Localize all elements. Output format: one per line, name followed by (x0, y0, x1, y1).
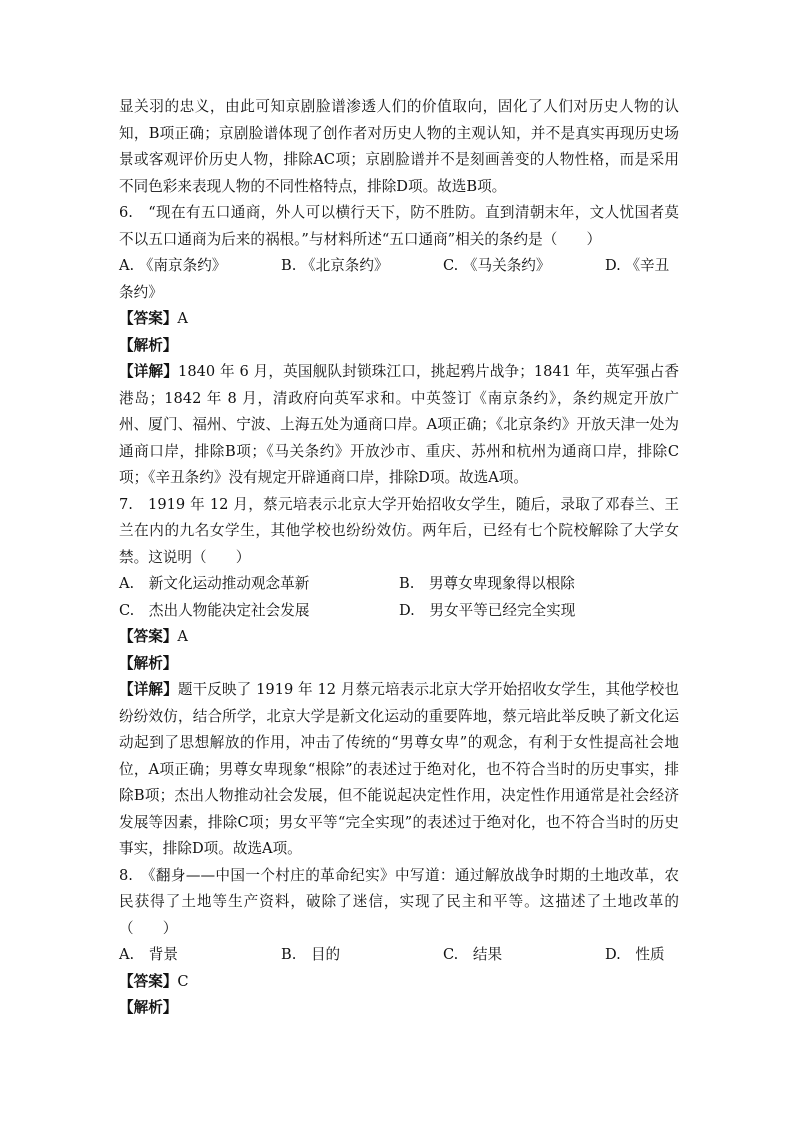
answer-label: 【答案】 (119, 972, 178, 990)
detail-text: 题干反映了 1919 年 12 月蔡元培表示北京大学开始招收女学生，其他学校也纷纷效仿，结合所学，北京大学是新文化运动的重要阵地，蔡元培此举反映了新文化运动起到了思想解放的作用，冲击了传统的“男尊女卑”的观念，有利于女性提高社会地位，A项正确；男尊女卑现象“根除”的表述过于绝对化，也不符合当时的历史事实，排除B项；杰出人物推动社会发展，但不能说起决定性作用，决定性作用通常是社会经济发展等因素，排除C项；男女平等“完全实现”的表述过于绝对化，也不符合当时的历史事实，排除D项。故选A项。 (119, 681, 679, 857)
question-6-option-d: D. 《辛丑 (605, 257, 670, 274)
answer-value: A (177, 310, 188, 327)
question-7-answer (119, 624, 679, 651)
question-7-option-d: D. 男女平等已经完全实现 (399, 601, 576, 619)
question-8-analysis-label: 【解析】 (119, 999, 178, 1016)
answer-value: C (177, 972, 189, 990)
previous-explanation-text: 显关羽的忠义，由此可知京剧脸谱渗透人们的价值取向，固化了人们对历史人物的认知，B项正确；京剧脸谱体现了创作者对历史人物的主观认知，并不是真实再现历史场景或客观评价历史人物，排除AC项；京剧脸谱并不是刻画善变的人物性格，而是采用不同色彩来表现人物的不同性格特点，排除D项。故选B项。 (119, 98, 679, 195)
question-8-option-d: D. 性质 (605, 946, 665, 963)
question-7-options-row-2 (119, 598, 679, 625)
question-7-option-b: B. 男尊女卑现象得以根除 (399, 575, 575, 592)
question-8-option-c: C. 结果 (443, 946, 503, 963)
question-7-option-a: A. 新文化运动推动观念革新 (119, 575, 310, 592)
detail-text: 1840 年 6 月，英国舰队封锁珠江口，挑起鸦片战争；1841 年，英军强占香港岛；1842 年 8 月，清政府向英军求和。中英签订《南京条约》，条约规定开放广州、厦门、福州、宁波、上海五处为通商口岸。A项正确；《北京条约》开放天津一处为通商口岸，排除B项；《马关条约》开放沙市、重庆、苏州和杭州为通商口岸，排除C项；《辛丑条约》没有规定开辟通商口岸，排除D项。故选A项。 (119, 363, 679, 486)
question-8-options (119, 942, 679, 969)
answer-label: 【答案】 (119, 628, 178, 645)
page-content (119, 94, 679, 1022)
question-6-options (119, 253, 679, 280)
question-6-option-a: A. 《南京条约》 (119, 257, 227, 274)
question-6-option-b: B. 《北京条约》 (281, 257, 389, 274)
question-6-detail (119, 359, 679, 492)
question-6-stem: 6. “现在有五口通商，外人可以横行天下，防不胜防。直到清朝末年，文人忧国者莫不以五口通商为后来的祸根。”与材料所述“五口通商”相关的条约是（ ） (119, 204, 679, 248)
question-6-analysis-label: 【解析】 (119, 336, 178, 354)
detail-label: 【详解】 (119, 681, 178, 698)
question-6-option-c: C. 《马关条约》 (443, 257, 551, 274)
question-7-options-row-1 (119, 571, 679, 598)
question-8-stem: 8. 《翻身——中国一个村庄的革命纪实》中写道：通过解放战争时期的土地改革，农民获得了土地等生产资料，破除了迷信，实现了民主和平等。这描述了土地改革的（ ） (119, 866, 679, 937)
question-6-answer (119, 306, 679, 333)
question-7-detail (119, 677, 679, 863)
question-7-option-c: C. 杰出人物能决定社会发展 (119, 601, 310, 619)
question-8-option-b: B. 目的 (281, 946, 341, 963)
question-6-option-d-continued: 条约》 (119, 283, 163, 301)
question-7-analysis-label: 【解析】 (119, 654, 178, 672)
question-8-option-a: A. 背景 (119, 946, 178, 963)
question-7-stem: 7. 1919 年 12 月，蔡元培表示北京大学开始招收女学生，随后，录取了邓春兰、王兰在内的九名女学生，其他学校也纷纷效仿。两年后，已经有七个院校解除了大学女禁。这说明（ ） (119, 495, 679, 566)
answer-value: A (177, 628, 188, 645)
detail-label: 【详解】 (119, 363, 179, 380)
answer-label: 【答案】 (119, 310, 178, 327)
question-8-answer (119, 969, 679, 996)
